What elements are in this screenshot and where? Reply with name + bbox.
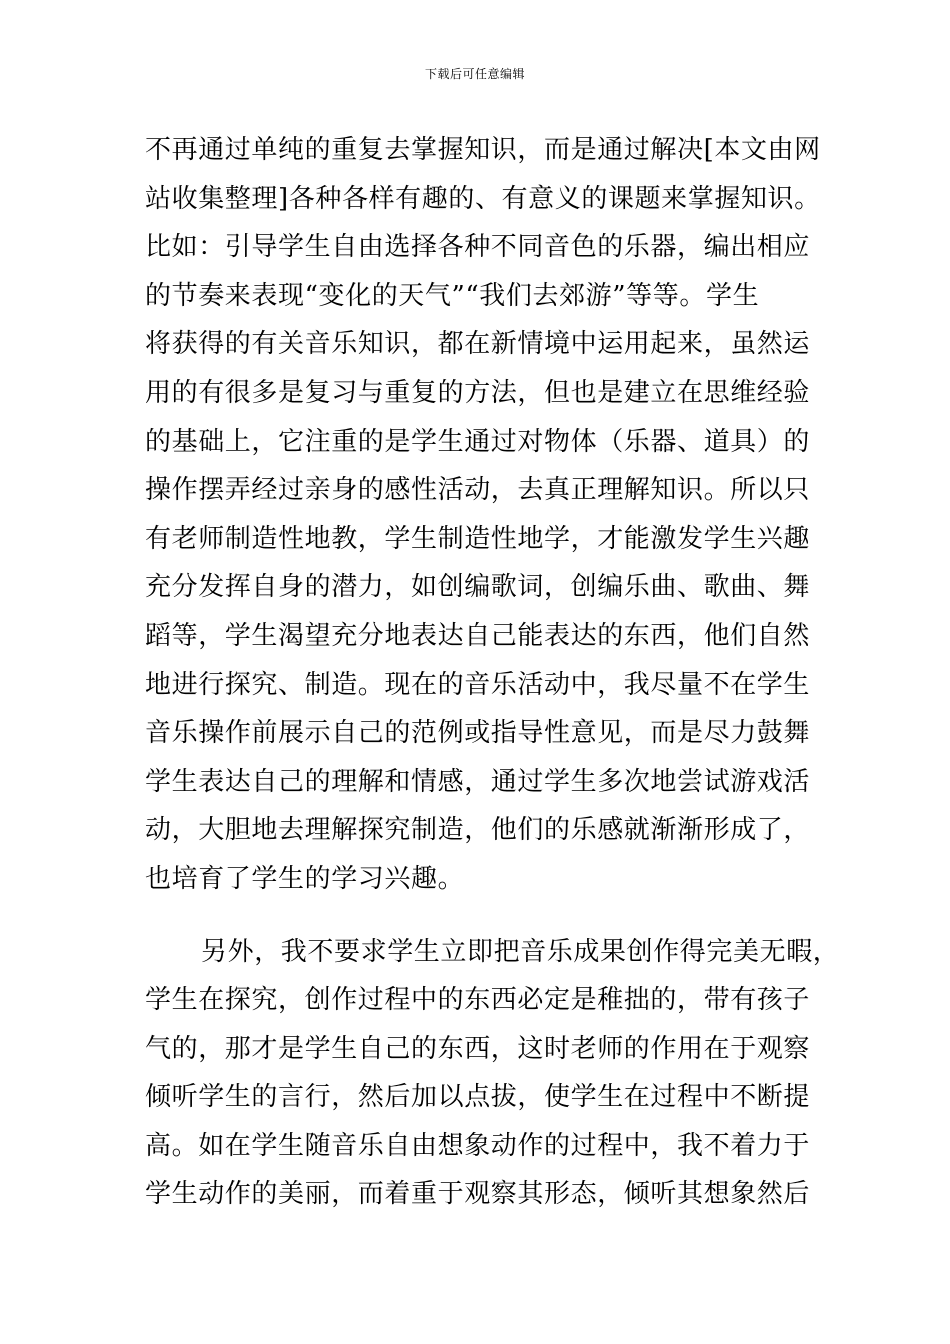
text-line: 地进行探究、制造。现在的音乐活动中，我尽量不在学生 [145, 669, 811, 700]
paragraph-spacer [145, 904, 845, 928]
text-line: 的基础上，它注重的是学生通过对物体（乐器、道具）的 [145, 426, 811, 457]
text-line: 音乐操作前展示自己的范例或指导性意见，而是尽力鼓舞 [145, 718, 811, 749]
text-line: 高。如在学生随音乐自由想象动作的过程中，我不着力于 [145, 1130, 811, 1161]
paragraph-2 [145, 928, 845, 1220]
text-line: 气的，那才是学生自己的东西，这时老师的作用在于观察 [145, 1033, 811, 1064]
text-line: 不再通过单纯的重复去掌握知识，而是通过解决[本文由网 [145, 135, 821, 165]
text-line: 操作摆弄经过亲身的感性活动，去真正理解知识。所以只 [145, 475, 811, 506]
text-line: 倾听学生的言行，然后加以点拔，使学生在过程中不断提 [145, 1082, 811, 1113]
text-line: 学生动作的美丽，而着重于观察其形态，倾听其想象然后 [145, 1179, 811, 1210]
text-line: 比如：引导学生自由选择各种不同音色的乐器，编出相应 [145, 232, 811, 263]
text-line: 充分发挥自身的潜力，如创编歌词，创编乐曲、歌曲、舞 [145, 572, 811, 603]
text-line-indented: 另外，我不要求学生立即把音乐成果创作得完美无暇， [201, 936, 840, 967]
paragraph-1 [145, 126, 845, 904]
text-line: 站收集整理]各种各样有趣的、有意义的课题来掌握知识。 [145, 183, 821, 214]
text-line: 学生表达自己的理解和情感，通过学生多次地尝试游戏活 [145, 766, 811, 797]
text-line: 也培育了学生的学习兴趣。 [145, 863, 465, 894]
text-line: 的节奏来表现“变化的天气”“我们去郊游”等等。学生 [145, 280, 760, 311]
text-line: 用的有很多是复习与重复的方法，但也是建立在思维经验 [145, 377, 811, 408]
page-header: 下载后可任意编辑 [424, 67, 525, 81]
text-line: 有老师制造性地教，学生制造性地学，才能激发学生兴趣 [145, 523, 811, 554]
text-line: 学生在探究，创作过程中的东西必定是稚拙的，带有孩子 [145, 985, 811, 1016]
document-body [145, 126, 845, 1219]
text-line: 动，大胆地去理解探究制造，他们的乐感就渐渐形成了， [145, 815, 811, 846]
text-line: 将获得的有关音乐知识，都在新情境中运用起来，虽然运 [145, 329, 811, 360]
text-line: 蹈等，学生渴望充分地表达自己能表达的东西，他们自然 [145, 620, 811, 651]
